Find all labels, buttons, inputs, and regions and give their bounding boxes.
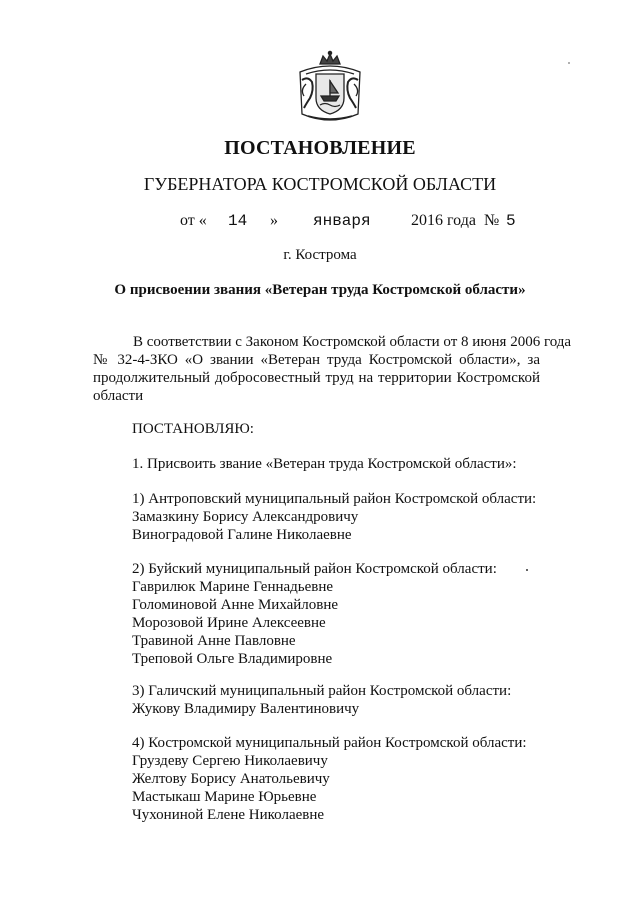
district-title: 2) Буйский муниципальный район Костромской области: xyxy=(132,561,497,577)
person-name: Желтову Борису Анатольевичу xyxy=(132,771,330,787)
date-year: 2016 года xyxy=(411,212,476,229)
district-title: 3) Галичский муниципальный район Костромской области: xyxy=(132,683,512,699)
number-sign: № xyxy=(484,212,500,229)
person-name: Морозовой Ирине Алексеевне xyxy=(132,615,326,631)
preamble-line: области xyxy=(93,388,144,404)
district-title: 1) Антроповский муниципальный район Костромской области: xyxy=(132,491,537,507)
preamble-line: В соответствии с Законом Костромской области от 8 июня 2006 года xyxy=(133,334,572,350)
scan-speck xyxy=(568,62,570,64)
document-city: г. Кострома xyxy=(283,247,357,263)
person-name: Чухониной Елене Николаевне xyxy=(132,807,325,823)
document-title: ПОСТАНОВЛЕНИЕ xyxy=(224,137,416,159)
district-block xyxy=(132,682,511,718)
person-name: Жукову Владимиру Валентиновичу xyxy=(132,701,360,717)
date-day: 14 xyxy=(228,212,248,230)
date-close-quote: » xyxy=(270,212,278,229)
person-name: Треповой Ольге Владимировне xyxy=(132,651,333,667)
document-number: 5 xyxy=(506,212,516,230)
person-name: Мастыкаш Марине Юрьевне xyxy=(132,789,317,805)
district-title: 4) Костромской муниципальный район Костромской области: xyxy=(132,735,527,751)
document-heading: О присвоении звания «Ветеран труда Костромской области» xyxy=(114,282,526,298)
preamble-line: продолжительный добросовестный труд на территории Костромской xyxy=(93,370,540,386)
district-block xyxy=(132,560,497,668)
district-block xyxy=(132,490,536,544)
person-name: Травиной Анне Павловне xyxy=(132,633,296,649)
scan-speck xyxy=(526,569,528,571)
item-1: 1. Присвоить звание «Ветеран труда Костромской области»: xyxy=(132,456,517,472)
decree-word: ПОСТАНОВЛЯЮ: xyxy=(132,421,254,437)
person-name: Груздеву Сергею Николаевичу xyxy=(132,753,328,769)
preamble-paragraph xyxy=(93,333,572,405)
person-name: Замазкину Борису Александровичу xyxy=(132,509,359,525)
person-name: Гаврилюк Марине Геннадьевне xyxy=(132,579,334,595)
person-name: Виноградовой Галине Николаевне xyxy=(132,527,352,543)
preamble-line: № 32-4-ЗКО «О звании «Ветеран труда Костромской области», за xyxy=(93,352,540,368)
district-block xyxy=(132,734,527,824)
document-subtitle: ГУБЕРНАТОРА КОСТРОМСКОЙ ОБЛАСТИ xyxy=(143,174,497,194)
coat-of-arms-emblem xyxy=(292,50,368,126)
date-month: января xyxy=(313,212,371,230)
date-prefix: от « xyxy=(180,212,207,229)
person-name: Голоминовой Анне Михайловне xyxy=(132,597,339,613)
